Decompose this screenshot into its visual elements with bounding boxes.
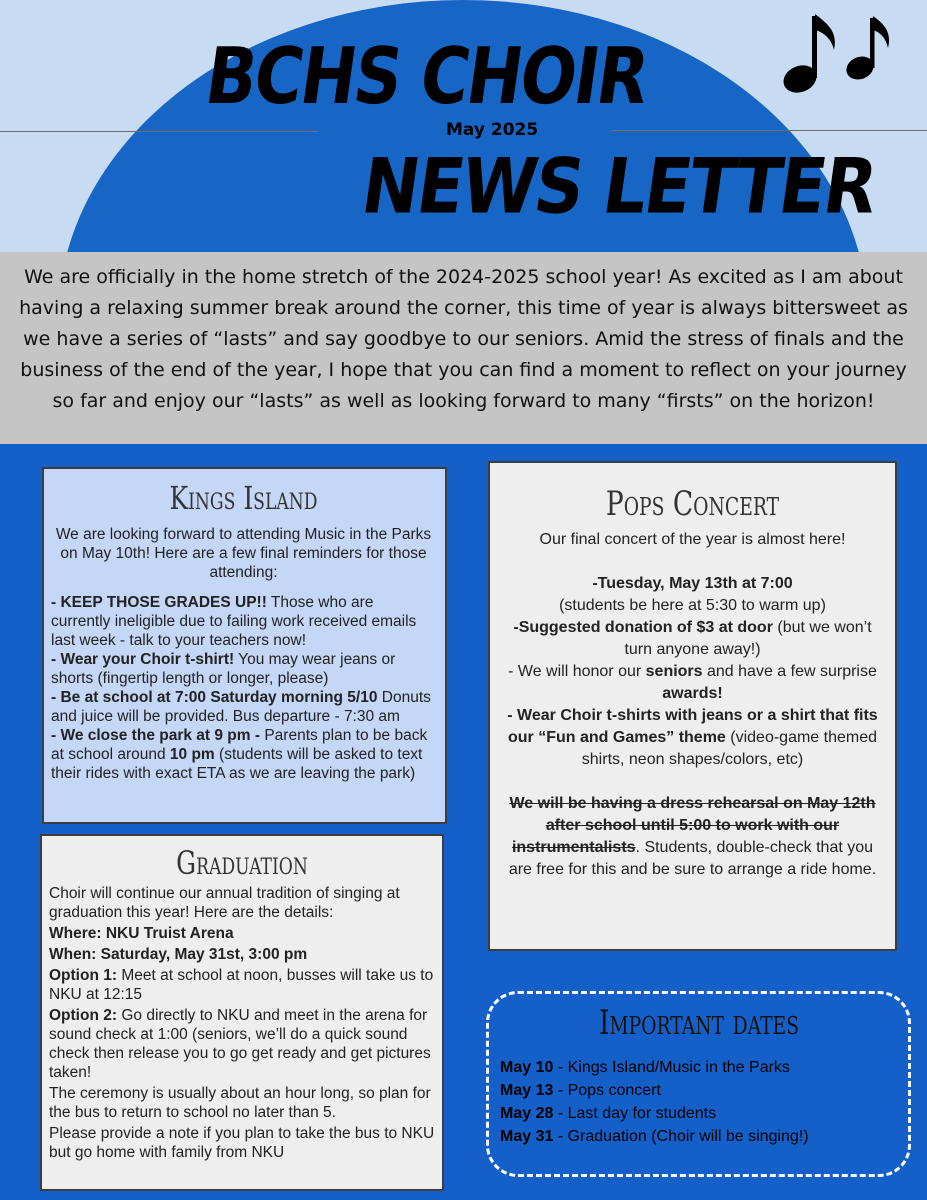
graduation-when xyxy=(49,945,435,964)
reminder-text: Donuts and juice will be provided. Bus departure - 7:30 am xyxy=(51,689,431,725)
reminder-bold: - Be at school at 7:00 Saturday morning 5/10 xyxy=(51,689,378,706)
honor-text: and have a few surprise xyxy=(702,663,877,680)
reminder-bold: - Wear your Choir t-shirt! xyxy=(51,651,235,668)
date-event: - Graduation (Choir will be singing!) xyxy=(553,1128,809,1145)
graduation-where xyxy=(49,924,435,943)
pops-donation-bold: -Suggested donation of $3 at door xyxy=(513,619,773,636)
pops-date xyxy=(500,573,885,595)
intro-message xyxy=(0,252,927,444)
newsletter-title-line1: BCHS CHOIR xyxy=(200,30,653,122)
graduation-when-text: When: Saturday, May 31st, 3:00 pm xyxy=(49,946,308,963)
list-item xyxy=(51,688,436,726)
important-dates-title: Important dates xyxy=(598,1003,800,1043)
date-label: May 10 xyxy=(500,1059,554,1076)
graduation-ceremony: The ceremony is usually about an hour long, so plan for the bus to return to school no later than 5. xyxy=(49,1085,431,1121)
graduation-lead: Choir will continue our annual tradition of singing at graduation this year! Here are the details: xyxy=(49,885,400,921)
reminder-text: (students will be asked to text their rides with exact ETA as we are leaving the park) xyxy=(51,746,423,782)
date-label: May 31 xyxy=(500,1128,554,1145)
list-item xyxy=(500,1056,898,1079)
list-item xyxy=(500,1102,898,1125)
pops-honor xyxy=(500,661,885,705)
honor-text: - We will honor our xyxy=(508,663,646,680)
pops-wear xyxy=(500,705,885,771)
header-band xyxy=(0,0,927,252)
graduation-section xyxy=(40,834,444,1191)
list-item xyxy=(51,593,436,650)
rehearsal-text: . Students, double-check that you are free for this and be sure to arrange a ride home. xyxy=(508,839,877,878)
option2-text: Go directly to NKU and meet in the arena for sound check at 1:00 (seniors, we’ll do a quick sound check then release you to go get ready and get pictures taken! xyxy=(49,1007,431,1081)
reminder-text: You may wear jeans or shorts (fingertip length or longer, please) xyxy=(51,651,396,687)
header-rule-left xyxy=(0,131,318,132)
date-event: - Kings Island/Music in the Parks xyxy=(553,1059,790,1076)
rehearsal-strikethrough: We will be having a dress rehearsal on May 12th after school until 5:00 to work with our instrumentalists xyxy=(509,795,876,856)
reminder-bold: 10 pm xyxy=(169,746,215,763)
newsletter-title-line2: NEWS LETTER xyxy=(356,143,881,232)
pops-donation-text: (but we won’t turn anyone away!) xyxy=(624,619,872,658)
kings-island-title: Kings Island xyxy=(169,479,318,517)
honor-bold: seniors xyxy=(645,663,703,680)
kings-island-reminders xyxy=(51,593,436,783)
date-event: - Pops concert xyxy=(553,1082,661,1099)
date-label: May 28 xyxy=(500,1105,554,1122)
important-dates-list xyxy=(500,1056,898,1148)
graduation-option2 xyxy=(49,1006,435,1082)
spacer xyxy=(500,771,885,793)
pops-concert-title: Pops Concert xyxy=(605,484,780,524)
pops-rehearsal xyxy=(500,793,885,881)
list-item xyxy=(51,650,436,688)
header-rule-right xyxy=(612,130,927,131)
graduation-option1 xyxy=(49,966,435,1004)
pops-lead: Our final concert of the year is almost here! xyxy=(539,531,846,548)
kings-island-lead: We are looking forward to attending Music in the Parks on May 10th! Here are a few final reminders for those attending: xyxy=(55,526,432,581)
option2-label: Option 2: xyxy=(49,1007,118,1024)
pops-wear-bold: - Wear Choir t-shirts with jeans or a shirt that fits our “Fun and Games” theme xyxy=(507,707,878,746)
intro-text: We are officially in the home stretch of the 2024-2025 school year! As excited as I am about having a relaxing summer break around the corner, this time of year is always bittersweet as we have a series of “lasts” and say goodbye to our seniors. Amid the stress of finals and the business of the end of the year, I hope that you can find a moment to reflect on your journey so far and enjoy our “lasts” as well as looking forward to many “firsts” on the horizon! xyxy=(19,266,908,412)
pops-date-text: -Tuesday, May 13th at 7:00 xyxy=(592,575,793,592)
reminder-bold: - We close the park at 9 pm - xyxy=(51,727,261,744)
option1-label: Option 1: xyxy=(49,967,118,984)
honor-bold: awards! xyxy=(662,685,723,702)
graduation-title: Graduation xyxy=(176,844,308,882)
kings-island-section xyxy=(42,467,447,824)
important-dates-section xyxy=(486,991,911,1177)
pops-donation xyxy=(500,617,885,661)
date-label: May 13 xyxy=(500,1082,554,1099)
graduation-where-text: Where: NKU Truist Arena xyxy=(49,925,234,942)
graduation-note: Please provide a note if you plan to take the bus to NKU but go home with family from NKU xyxy=(49,1125,435,1161)
reminder-text: Parents plan to be back at school around xyxy=(51,727,428,763)
spacer xyxy=(500,551,885,573)
list-item xyxy=(51,726,436,783)
pops-concert-section xyxy=(488,461,897,951)
list-item xyxy=(500,1079,898,1102)
pops-wear-text: (video-game themed shirts, neon shapes/colors, etc) xyxy=(581,729,877,768)
pops-date-note: (students be here at 5:30 to warm up) xyxy=(559,597,826,614)
newsletter-date: May 2025 xyxy=(446,120,539,140)
reminder-text: Those who are currently ineligible due to failing work received emails last week - talk to your teachers now! xyxy=(51,594,417,649)
option1-text: Meet at school at noon, busses will take us to NKU at 12:15 xyxy=(49,967,434,1003)
date-event: - Last day for students xyxy=(553,1105,717,1122)
list-item xyxy=(500,1125,898,1148)
music-notes-icon xyxy=(778,4,896,98)
reminder-bold: - KEEP THOSE GRADES UP!! xyxy=(51,594,267,611)
